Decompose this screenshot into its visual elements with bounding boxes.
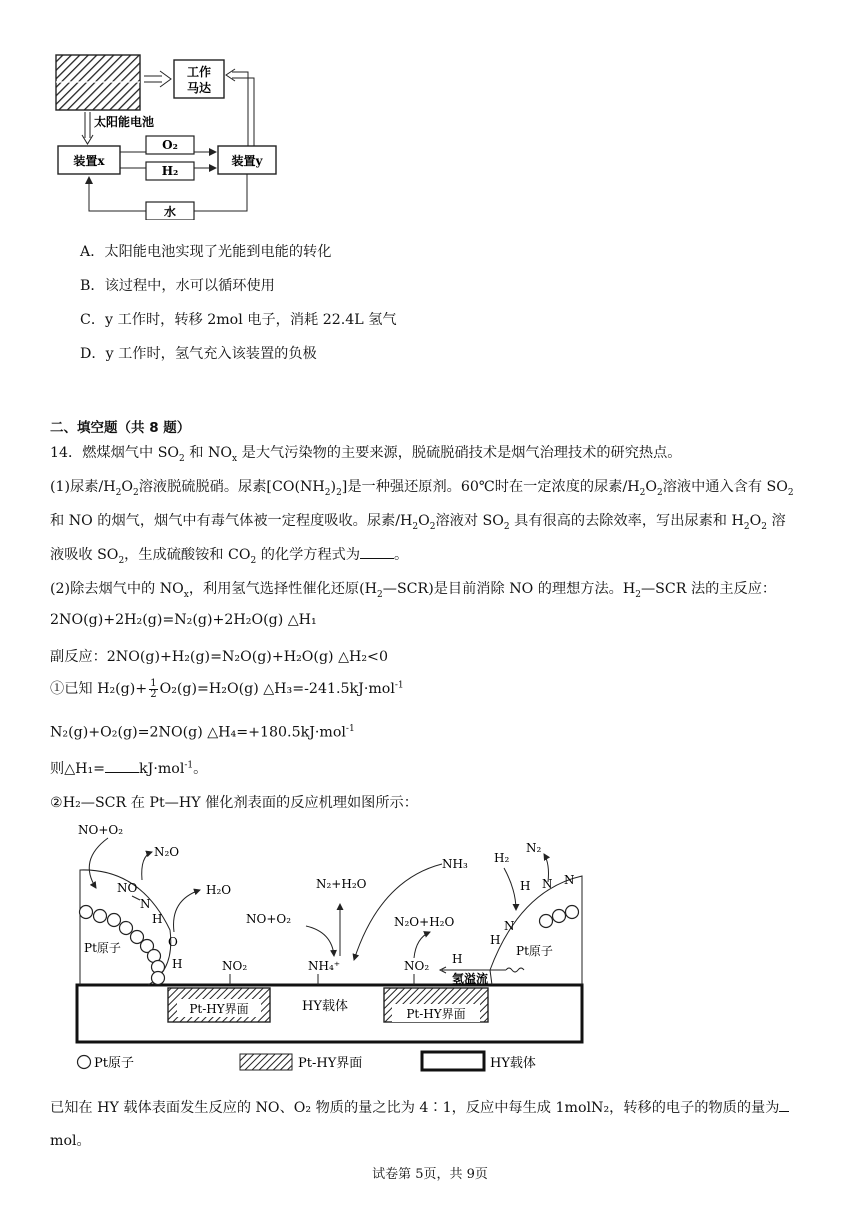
equation-h4: N₂(g)+O₂(g)=2NO(g) △H₄=+180.5kJ·mol$^{-1}$ [50,724,355,741]
answer-blank-1[interactable] [360,546,394,559]
legend-pt-label: Pt原子 [94,1056,134,1071]
no-label: NO [117,881,138,895]
q14-part1-line2: 和 NO 的烟气，烟气中有毒气体被一定程度吸收。尿素$/H_2O_2$溶液对 $SO_2$ 具有很高的去除效率，写出尿素和 $H_2O_2$ 溶 [50,513,786,532]
h2-label: H₂ [161,164,179,178]
interface-left-label: Pt-HY界面 [189,1002,249,1016]
water-label: 水 [163,205,177,219]
page-footer: 试卷第 5页，共 9页 [372,1167,488,1182]
section-title: 二、填空题（共 8 题） [50,420,191,436]
no-o2-top-label: NO+O₂ [78,823,124,837]
q14-intro: 14．燃煤烟气中 $SO_2$ 和 $NO_x$ 是大气污染物的主要来源，脱硫脱硝技术是烟气治理技术的研究热点。 [50,445,682,464]
h2-right-label: H₂ [494,851,510,865]
motor-label-1: 工作 [186,65,212,79]
equation-h1-question: 则△H₁= kJ·mol$^{-1}$。 [50,760,208,777]
n2o-h2o-label: N₂O+H₂O [394,915,455,929]
n-on-pt-label-1: N [542,877,553,891]
legend-hy-icon [422,1052,484,1070]
fraction-half: $\frac{1}{2}$ [150,677,157,700]
no-o2-mid-label: NO+O₂ [246,912,292,926]
legend-interface-icon [240,1054,292,1070]
option-b: B．该过程中，水可以循环使用 [80,278,275,294]
solar-cycle-diagram [50,50,280,220]
o2-label: O₂ [162,138,178,152]
pt-atom-left-label: Pt原子 [84,941,121,955]
final-question-line1: 已知在 HY 载体表面发生反应的 NO、O₂ 物质的量之比为 4∶1，反应中每生成 1molN₂，转移的电子的物质的量为 [50,1097,789,1117]
legend-interface-label: Pt-HY界面 [298,1056,363,1071]
n2o-top-label: N₂O [154,845,180,859]
n2-h2o-label: N₂+H₂O [316,877,367,891]
n2-right-label: N₂ [526,841,542,855]
mechanism-intro: ②H₂—SCR 在 Pt—HY 催化剂表面的反应机理如图所示： [50,795,418,811]
device-x-label: 装置x [73,154,105,168]
n-on-pt-label-2: N [564,873,575,887]
q14-part1-line1: (1)尿素$/H_2O_2$溶液脱硫脱硝。尿素$[CO(NH_2)_2]$是一种强还原剂。60℃时在一定浓度的尿素$/H_2O_2$溶液中通入含有 $SO_2$ [50,479,794,498]
solar-label: 太阳能电池 [94,115,155,129]
equation-side: 副反应：2NO(g)+H₂(g)=N₂O(g)+H₂O(g) △H₂<0 [50,649,388,665]
h-on-pt-label: H [520,879,531,893]
h-label: H [152,912,163,926]
motor-label-2: 马达 [186,81,212,95]
final-question-line2: mol。 [50,1133,91,1149]
h-low-label: H [172,957,183,971]
option-c: C．y 工作时，转移 2mol 电子，消耗 22.4L 氢气 [80,312,397,328]
no2-left-label: NO₂ [222,959,248,973]
legend-pt-icon [78,1056,91,1069]
answer-blank-3[interactable] [779,1099,789,1112]
h2o-label: H₂O [206,883,232,897]
option-a: A．太阳能电池实现了光能到电能的转化 [80,244,332,260]
equation-main: 2NO(g)+2H₂(g)=N₂(g)+2H₂O(g) △H₁ [50,612,317,628]
option-d: D．y 工作时，氢气充入该装置的负极 [80,346,317,362]
n-label: N [140,897,151,911]
interface-right-label: Pt-HY界面 [406,1007,466,1021]
o-label: O [168,935,178,949]
no2-right-label: NO₂ [404,959,430,973]
nh4-label: NH₄⁺ [308,959,341,973]
hy-carrier-label: HY载体 [302,999,348,1014]
mechanism-diagram [70,820,590,1080]
q14-part1-line3: 液吸收 $SO_2$，生成硫酸铵和 $CO_2$ 的化学方程式为 。 [50,547,409,566]
answer-blank-2[interactable] [105,760,139,773]
device-y-label: 装置y [231,154,263,168]
equation-h3: ①已知 H₂(g)+ $\frac{1}{2}$ O₂(g)=H₂O(g) △H₃=-241.5kJ·mol$^{-1}$ [50,677,404,700]
spillover-label: 氢溢流 [452,972,489,986]
pt-atom-right-label: Pt原子 [516,944,553,958]
pt-atoms-right [540,906,579,928]
h-right-label: H [452,952,463,966]
nh3-label: NH₃ [442,857,468,871]
n-mid-right-label: N [504,919,515,933]
h-mid-right-label: H [490,933,501,947]
q14-part2-line1: (2)除去烟气中的 $NO_x$，利用氢气选择性催化还原$(H_2—SCR)$是目前消除 NO 的理想方法。$H_2—SCR$ 法的主反应： [50,581,777,600]
legend-hy-label: HY载体 [490,1056,536,1071]
